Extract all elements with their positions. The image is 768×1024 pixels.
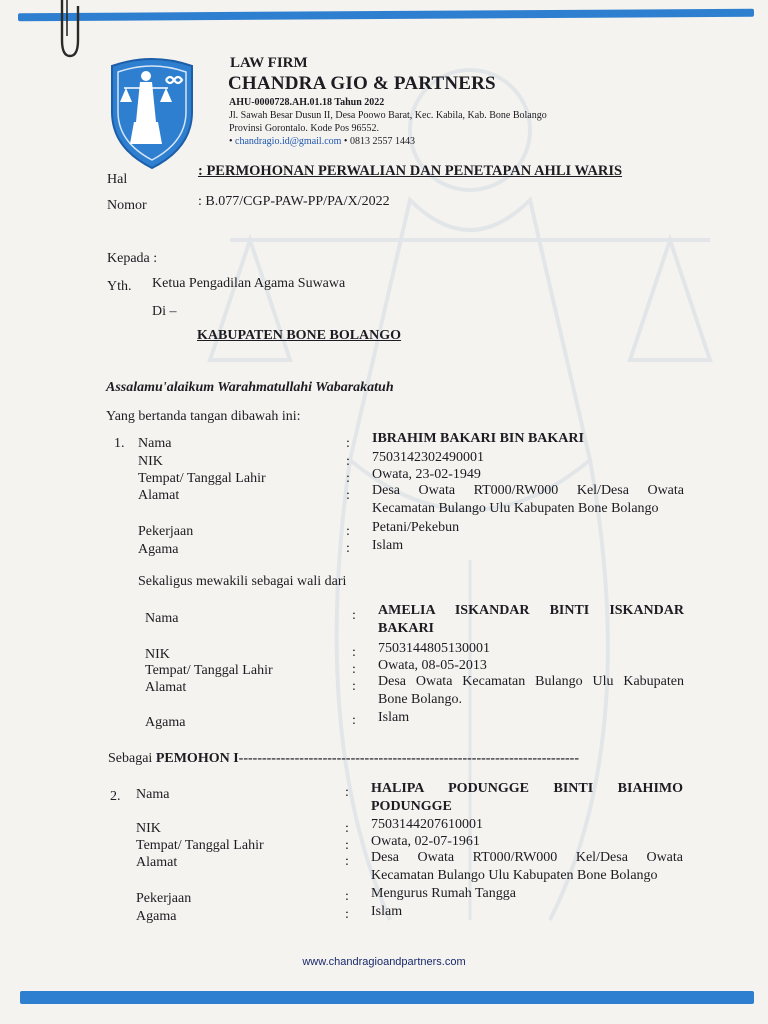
pemohon1-dashes: -------------------------------------------------------------------------: [238, 751, 580, 766]
wali-intro: Sekaligus mewakili sebagai wali dari: [138, 574, 347, 589]
firm-address-line2: Provinsi Gorontalo. Kode Pos 96552.: [229, 123, 379, 134]
colon: :: [345, 854, 349, 869]
nomor-label: Nomor: [107, 198, 147, 213]
colon: :: [352, 608, 356, 623]
party1-agama-label: Agama: [138, 542, 179, 557]
firm-name: CHANDRA GIO & PARTNERS: [228, 73, 496, 94]
recipient-location: KABUPATEN BONE BOLANGO: [197, 328, 402, 343]
party1-nik: 7503142302490001: [372, 450, 484, 465]
firm-contact: [229, 136, 415, 147]
party2-nik: 7503144207610001: [371, 817, 483, 832]
party1-pekerjaan: Petani/Pekebun: [372, 520, 460, 535]
kepada-label: Kepada :: [107, 251, 158, 266]
ward-nama: AMELIA ISKANDAR BINTI ISKANDAR BAKARI: [378, 603, 684, 636]
footer-website-link[interactable]: www.chandragioandpartners.com: [302, 956, 466, 968]
colon: :: [346, 541, 350, 556]
party2-number: 2.: [110, 789, 121, 804]
party2-nama-label: Nama: [136, 787, 170, 802]
ward-agama: Islam: [378, 710, 410, 725]
ward-ttl: Owata, 08-05-2013: [378, 658, 487, 673]
bullet: •: [343, 136, 348, 147]
party1-pekerjaan-label: Pekerjaan: [138, 524, 194, 539]
recipient: Ketua Pengadilan Agama Suwawa: [152, 276, 346, 291]
colon: :: [345, 907, 349, 922]
party1-ttl: Owata, 23-02-1949: [372, 467, 481, 482]
party1-nik-label: NIK: [138, 454, 163, 469]
colon: :: [345, 785, 349, 800]
party1-alamat-label: Alamat: [138, 488, 180, 503]
firm-registration: AHU-0000728.AH.01.18 Tahun 2022: [229, 97, 385, 108]
colon: :: [352, 679, 356, 694]
party1-ttl-label: Tempat/ Tanggal Lahir: [138, 471, 266, 486]
firm-email-link[interactable]: chandragio.id@gmail.com: [235, 136, 342, 147]
pemohon1-label: PEMOHON I: [155, 751, 239, 766]
party2-ttl: Owata, 02-07-1961: [371, 834, 480, 849]
nomor-value: : B.077/CGP-PAW-PP/PA/X/2022: [198, 194, 390, 209]
party2-pekerjaan-label: Pekerjaan: [136, 891, 192, 906]
firm-address-line1: Jl. Sawah Besar Dusun II, Desa Poowo Barat, Kec. Kabila, Kab. Bone Bolango: [229, 110, 547, 121]
colon: :: [345, 838, 349, 853]
ward-ttl-label: Tempat/ Tanggal Lahir: [145, 663, 273, 678]
party1-alamat: Desa Owata RT000/RW000 Kel/Desa Owata Kecamatan Bulango Ulu Kabupaten Bone Bolango: [372, 483, 684, 516]
ward-nik-label: NIK: [145, 647, 170, 662]
ward-alamat: Desa Owata Kecamatan Bulango Ulu Kabupaten Bone Bolango.: [378, 674, 684, 707]
hal-label: Hal: [107, 172, 128, 187]
ward-nik: 7503144805130001: [378, 641, 490, 656]
greeting: Assalamu'alaikum Warahmatullahi Wabarakatuh: [106, 380, 394, 395]
party1-number: 1.: [114, 436, 125, 451]
colon: :: [352, 713, 356, 728]
firm-phone: 0813 2557 1443: [349, 136, 415, 147]
party2-pekerjaan: Mengurus Rumah Tangga: [371, 886, 516, 901]
colon: :: [346, 454, 350, 469]
paper-clip-icon: [56, 0, 82, 62]
party2-alamat-label: Alamat: [136, 855, 178, 870]
colon: :: [346, 471, 350, 486]
party2-agama: Islam: [371, 904, 403, 919]
hal-value: : PERMOHONAN PERWALIAN DAN PENETAPAN AHLI WARIS: [198, 163, 623, 179]
pemohon1-prefix: Sebagai: [108, 751, 156, 766]
colon: :: [346, 488, 350, 503]
party2-ttl-label: Tempat/ Tanggal Lahir: [136, 838, 264, 853]
party1-nama-label: Nama: [138, 436, 172, 451]
firm-shield-logo: [106, 52, 198, 172]
ward-nama-label: Nama: [145, 611, 179, 626]
party2-nama: HALIPA PODUNGGE BINTI BIAHIMO PODUNGGE: [371, 781, 683, 814]
party2-agama-label: Agama: [136, 909, 177, 924]
ward-alamat-label: Alamat: [145, 680, 187, 695]
colon: :: [352, 645, 356, 660]
bottom-accent-bar: [20, 991, 754, 1004]
party1-nama: IBRAHIM BAKARI BIN BAKARI: [372, 431, 584, 446]
party2-alamat: Desa Owata RT000/RW000 Kel/Desa Owata Kecamatan Bulango Ulu Kabupaten Bone Bolango: [371, 850, 683, 883]
firm-type: LAW FIRM: [230, 55, 308, 71]
colon: :: [346, 436, 350, 451]
colon: :: [345, 821, 349, 836]
party1-agama: Islam: [372, 538, 404, 553]
party2-nik-label: NIK: [136, 821, 161, 836]
colon: :: [346, 524, 350, 539]
colon: :: [345, 889, 349, 904]
ward-agama-label: Agama: [145, 715, 186, 730]
intro-text: Yang bertanda tangan dibawah ini:: [106, 409, 301, 424]
yth-label: Yth.: [107, 279, 132, 294]
bullet: •: [229, 136, 233, 147]
top-accent-bar: [18, 9, 754, 21]
colon: :: [352, 662, 356, 677]
pemohon1-line: [108, 751, 579, 767]
di-label: Di –: [152, 304, 177, 319]
